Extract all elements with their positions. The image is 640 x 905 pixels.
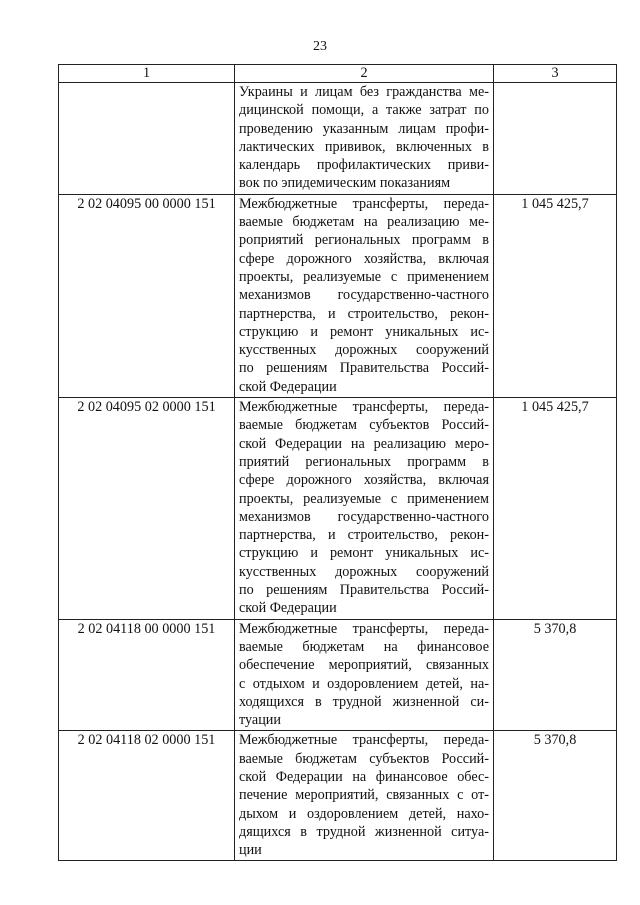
description-line: с отдыхом и оздоровлением детей, на- — [239, 675, 489, 692]
description-line: кусственных дорожных сооружений — [239, 342, 489, 359]
table-row — [59, 194, 617, 397]
budget-code-cell — [59, 83, 235, 195]
table-row — [59, 731, 617, 861]
description-line: печение мероприятий, связанных с от- — [239, 787, 489, 804]
description-line: дыхом и оздоровлением детей, нахо- — [239, 805, 489, 822]
table-row — [59, 619, 617, 731]
budget-code-cell: 2 02 04118 00 0000 151 — [59, 619, 235, 731]
description-line: Межбюджетные трансферты, переда- — [239, 195, 489, 212]
page-number: 23 — [313, 39, 327, 54]
description-line: туации — [239, 712, 281, 729]
description-line: ской Федерации на реализацию меро- — [239, 435, 489, 452]
description-line: ской Федерации на финансовое обес- — [239, 768, 489, 785]
description-line: по решениям Правительства Россий- — [239, 582, 489, 599]
description-line: ходящихся в трудной жизненной си- — [239, 693, 489, 710]
description-line: струкцию и ремонт уникальных ис- — [239, 323, 489, 340]
description-line: ваемые бюджетам на финансовое — [239, 638, 489, 655]
budget-table — [58, 64, 617, 861]
description-line: календарь профилактических приви- — [239, 157, 489, 174]
table-row — [59, 83, 617, 195]
description-line: ваемые бюджетам субъектов Россий- — [239, 417, 489, 434]
amount-cell: 1 045 425,7 — [494, 194, 617, 397]
description-line: ской Федерации — [239, 600, 337, 617]
description-line: проекты, реализуемые с применением — [239, 490, 489, 507]
description-line: сфере дорожного хозяйства, включая — [239, 472, 489, 489]
description-line: механизмов государственно-частного — [239, 287, 489, 304]
description-line: Украины и лицам без гражданства ме- — [239, 84, 489, 100]
description-line: вок по эпидемическим показаниям — [239, 175, 451, 192]
budget-code-cell: 2 02 04118 02 0000 151 — [59, 731, 235, 861]
description-cell — [235, 194, 494, 397]
description-line: проекты, реализуемые с применением — [239, 268, 489, 285]
description-line: ваемые бюджетам на реализацию ме- — [239, 214, 489, 231]
description-line: кусственных дорожных сооружений — [239, 563, 489, 580]
table-body — [59, 83, 617, 861]
description-line: Межбюджетные трансферты, переда- — [239, 732, 489, 749]
column-header-amount: 3 — [494, 65, 617, 83]
description-line: струкцию и ремонт уникальных ис- — [239, 545, 489, 562]
description-cell — [235, 731, 494, 861]
budget-code-cell: 2 02 04095 00 0000 151 — [59, 194, 235, 397]
description-line: дящихся в трудной жизненной ситуа- — [239, 823, 489, 840]
description-line: проведению указанным лицам профи- — [239, 120, 489, 137]
amount-cell — [494, 83, 617, 195]
description-line: приятий региональных программ в — [239, 453, 489, 470]
budget-code-cell: 2 02 04095 02 0000 151 — [59, 398, 235, 620]
description-line: Межбюджетные трансферты, переда- — [239, 620, 489, 637]
description-line: дицинской помощи, а также затрат по — [239, 102, 489, 119]
description-cell — [235, 398, 494, 620]
description-line: ваемые бюджетам субъектов Россий- — [239, 750, 489, 767]
description-line: механизмов государственно-частного — [239, 508, 489, 525]
description-cell — [235, 619, 494, 731]
description-line: ции — [239, 842, 262, 859]
amount-cell: 5 370,8 — [494, 619, 617, 731]
description-line: по решениям Правительства Россий- — [239, 360, 489, 377]
column-header-code: 1 — [59, 65, 235, 83]
description-line: роприятий региональных программ в — [239, 232, 489, 249]
description-line: сфере дорожного хозяйства, включая — [239, 250, 489, 267]
amount-cell: 5 370,8 — [494, 731, 617, 861]
description-line: обеспечение мероприятий, связанных — [239, 657, 489, 674]
column-header-description: 2 — [235, 65, 494, 83]
description-line: ской Федерации — [239, 378, 337, 395]
description-line: партнерства, и строительство, рекон- — [239, 305, 489, 322]
description-cell — [235, 83, 494, 195]
table-row — [59, 398, 617, 620]
amount-cell: 1 045 425,7 — [494, 398, 617, 620]
description-line: лактических прививок, включенных в — [239, 138, 489, 155]
table-header-row — [59, 65, 617, 83]
description-line: партнерства, и строительство, рекон- — [239, 527, 489, 544]
description-line: Межбюджетные трансферты, переда- — [239, 399, 489, 416]
